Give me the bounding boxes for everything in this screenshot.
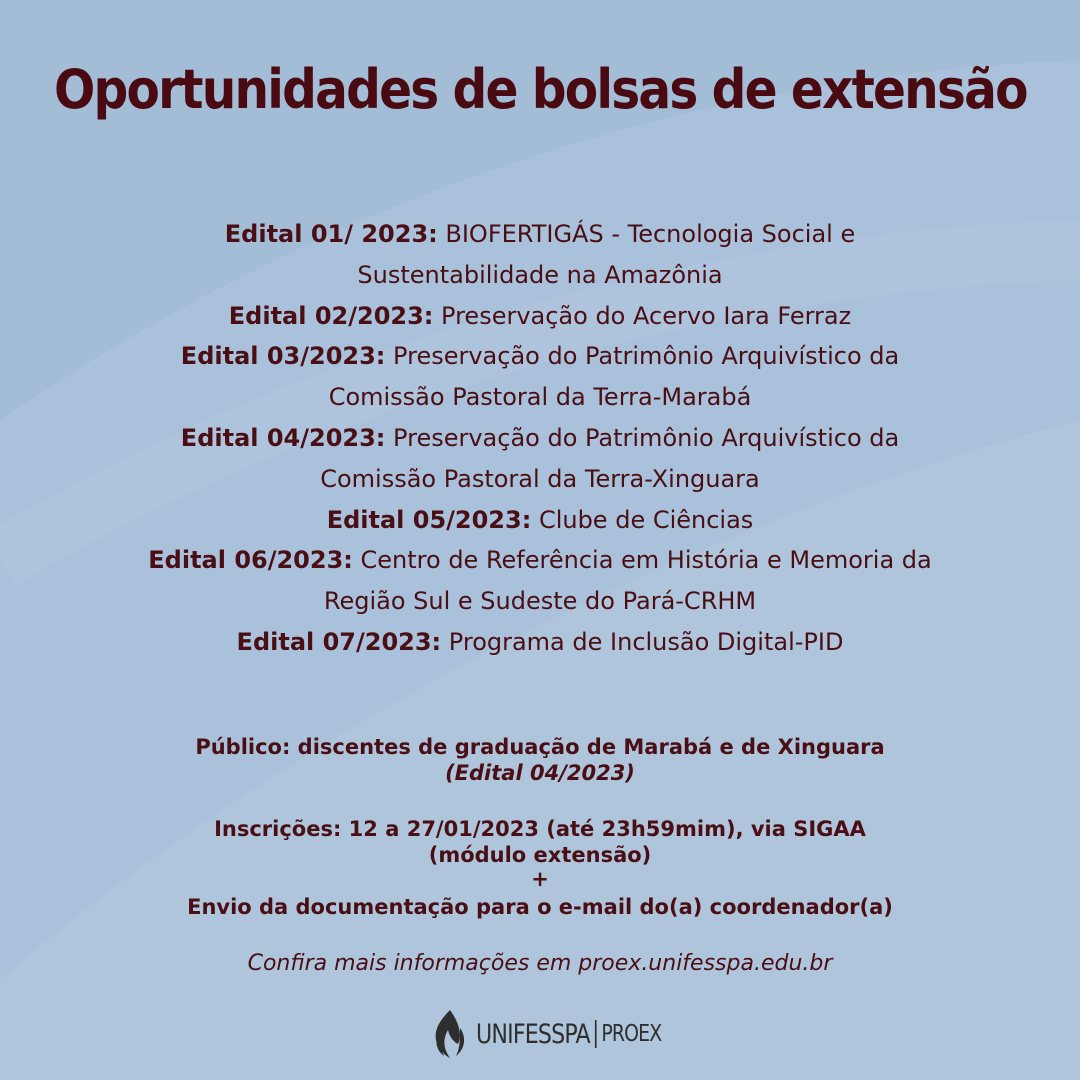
edital-item [90, 296, 990, 337]
edital-item [90, 540, 990, 581]
edital-text: Preservação do Patrimônio Arquivístico da [393, 342, 900, 371]
edital-code: Edital 03/2023: [180, 342, 386, 371]
inscricoes-line: Inscrições: 12 a 27/01/2023 (até 23h59mim), via SIGAA [214, 817, 866, 841]
edital-code: Edital 06/2023: [148, 546, 353, 575]
publico-block [60, 734, 1020, 785]
edital-item-continuation: Sustentabilidade na Amazônia [357, 260, 723, 289]
more-info-text: Confira mais informações em proex.unifesspa.edu.br [247, 951, 833, 976]
flame-leaf-icon [430, 1008, 470, 1060]
page-title: Oportunidades de bolsas de extensão [54, 58, 1027, 121]
inscricoes-module: (módulo extensão) [428, 843, 652, 867]
edital-code: Edital 01/ 2023: [224, 220, 438, 248]
edital-item-continuation: Comissão Pastoral da Terra-Xinguara [320, 464, 760, 493]
edital-item-continuation: Região Sul e Sudeste do Pará-CRHM [323, 587, 757, 616]
edital-code: Edital 02/2023: [228, 301, 434, 330]
logo-separator [595, 1020, 597, 1048]
edital-text: BIOFERTIGÁS - Tecnologia Social e [445, 220, 856, 248]
logo-name: UNIFESSPA [476, 1018, 590, 1050]
logo-unit: PROEX [601, 1021, 662, 1047]
edital-item [90, 214, 990, 255]
plus-sign: + [531, 867, 549, 891]
edital-text: Centro de Referência em História e Memoria da [360, 546, 932, 575]
inscricoes-block [60, 816, 1020, 923]
edital-code: Edital 05/2023: [326, 505, 532, 534]
edital-item-continuation: Comissão Pastoral da Terra-Marabá [328, 383, 752, 412]
edital-item [90, 418, 990, 459]
publico-note: (Edital 04/2023) [445, 761, 635, 785]
edital-code: Edital 04/2023: [180, 423, 386, 452]
documentacao-line: Envio da documentação para o e-mail do(a) coordenador(a) [187, 895, 893, 919]
edital-item [90, 622, 990, 663]
edital-text: Preservação do Acervo Iara Ferraz [441, 301, 852, 330]
edital-text: Programa de Inclusão Digital-PID [448, 627, 844, 656]
edital-code: Edital 07/2023: [236, 627, 442, 656]
edital-item [90, 500, 990, 541]
publico-line: Público: discentes de graduação de Marabá e de Xinguara [195, 735, 885, 759]
editais-list [90, 214, 990, 663]
edital-item [90, 336, 990, 377]
unifesspa-logo [430, 1008, 672, 1060]
edital-text: Preservação do Patrimônio Arquivístico da [393, 423, 900, 452]
edital-text: Clube de Ciências [538, 505, 754, 534]
